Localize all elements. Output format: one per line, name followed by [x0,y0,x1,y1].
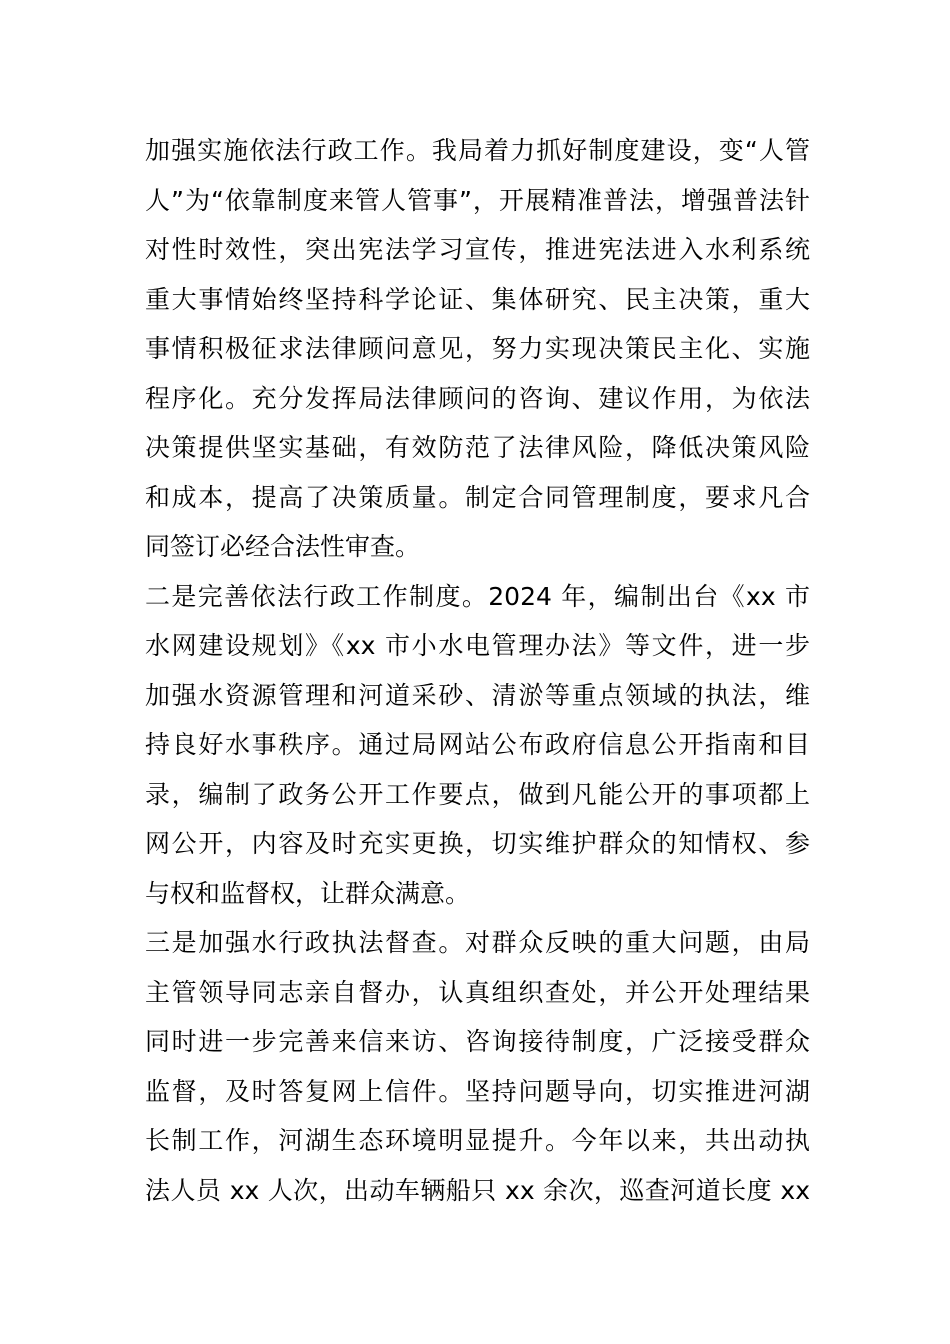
text-line: 事情积极征求法律顾问意见，努力实现决策民主化、实施 [145,334,810,363]
text-line: 重大事情始终坚持科学论证、集体研究、民主决策，重大 [145,284,810,314]
text-line: 长制工作，河湖生态环境明显提升。今年以来，共出动执 [145,1126,810,1155]
text-line: 持良好水事秩序。通过局网站公布政府信息公开指南和目 [145,730,810,759]
text-line: 人”为“依靠制度来管人管事”，开展精准普法，增强普法针 [145,185,810,215]
text-line: 二是完善依法行政工作制度。2024 年，编制出台《xx 市 [145,581,810,611]
text-line: 决策提供坚实基础，有效防范了法律风险，降低决策风险 [145,433,810,462]
text-line: 与权和监督权，让群众满意。 [145,878,471,908]
text-line: 三是加强水行政执法督查。对群众反映的重大问题，由局 [145,928,810,957]
text-line: 加强水资源管理和河道采砂、清淤等重点领域的执法，维 [145,680,810,710]
document-body [145,126,810,1215]
paragraph-system-improvement [145,572,810,919]
text-line: 同时进一步完善来信来访、咨询接待制度，广泛接受群众 [145,1027,810,1056]
text-line: 法人员 xx 人次，出动车辆船只 xx 余次，巡查河道长度 xx [145,1175,810,1205]
text-line: 主管领导同志亲自督办，认真组织查处，并公开处理结果 [145,977,810,1007]
text-line: 监督，及时答复网上信件。坚持问题导向，切实推进河湖 [145,1076,810,1106]
text-line: 程序化。充分发挥局法律顾问的咨询、建议作用，为依法 [145,383,810,413]
text-line: 网公开，内容及时充实更换，切实维护群众的知情权、参 [145,829,810,858]
text-line: 录，编制了政务公开工作要点，做到凡能公开的事项都上 [145,779,810,809]
text-line: 加强实施依法行政工作。我局着力抓好制度建设，变“人管 [145,136,810,165]
text-line: 和成本，提高了决策质量。制定合同管理制度，要求凡合 [145,482,810,512]
paragraph-legal-administration [145,126,810,572]
text-line: 对性时效性，突出宪法学习宣传，推进宪法进入水利系统 [145,235,810,264]
text-line: 同签订必经合法性审查。 [145,532,421,561]
paragraph-enforcement-supervision [145,918,810,1215]
text-line: 水网建设规划》《xx 市小水电管理办法》等文件，进一步 [145,631,810,660]
